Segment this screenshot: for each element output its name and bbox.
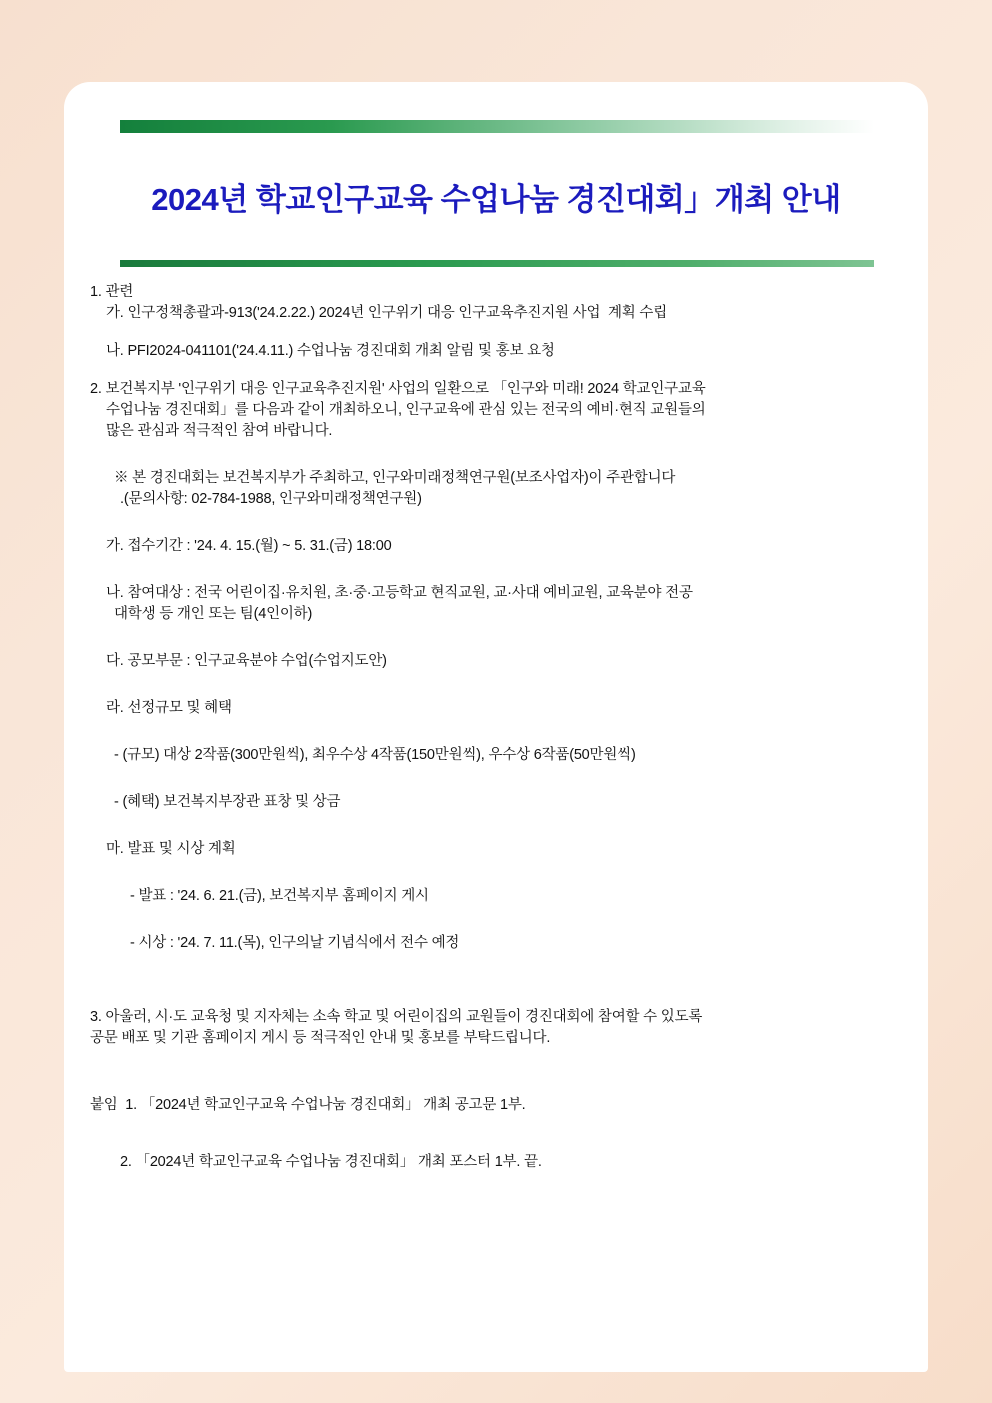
header-rule-bottom — [120, 260, 874, 267]
subclause-e-dash-2: - 시상 : '24. 7. 11.(목), 인구의날 기념식에서 전수 예정 — [130, 935, 460, 952]
clause-3-line-1: 3. 아울러, 시·도 교육청 및 지자체는 소속 학교 및 어린이집의 교원들이 경진대회에 참여할 수 있도록 — [90, 1009, 703, 1026]
attachment-1: 붙임 1. 「2024년 학교인구교육 수업나눔 경진대회」 개최 공고문 1부. — [90, 1097, 526, 1114]
subclause-c: 다. 공모부문 : 인구교육분야 수업(수업지도안) — [106, 653, 387, 670]
subclause-e: 마. 발표 및 시상 계획 — [106, 841, 236, 858]
document-body — [64, 282, 928, 1173]
subclause-e-dash-1: - 발표 : '24. 6. 21.(금), 보건복지부 홈페이지 게시 — [130, 888, 429, 905]
clause-2-line-2: 수업나눔 경진대회」를 다음과 같이 개최하오니, 인구교육에 관심 있는 전국의 예비·현직 교원들의 — [106, 402, 706, 419]
clause-1-label: 1. 관련 — [90, 284, 134, 300]
subclause-a: 가. 접수기간 : '24. 4. 15.(월) ~ 5. 31.(금) 18:00 — [106, 538, 392, 555]
clause-2-line-1: 2. 보건복지부 '인구위기 대응 인구교육추진지원' 사업의 일환으로 「인구와 미래! 2024 학교인구교육 — [90, 381, 706, 398]
subclause-d-dash-2: - (혜택) 보건복지부장관 표창 및 상금 — [114, 794, 341, 811]
subclause-d-dash-1: - (규모) 대상 2작품(300만원씩), 최우수상 4작품(150만원씩), 우수상 6작품(50만원씩) — [114, 747, 636, 764]
note-line-1: ※ 본 경진대회는 보건복지부가 주최하고, 인구와미래정책연구원(보조사업자)이 주관합니다 — [114, 470, 676, 487]
page-title: 2024년 학교인구교육 수업나눔 경진대회」개최 안내 — [151, 182, 841, 217]
subclause-b-line-2: 대학생 등 개인 또는 팀(4인이하) — [114, 606, 313, 623]
note-line-2: .(문의사항: 02-784-1988, 인구와미래정책연구원) — [120, 491, 422, 508]
attachment-2: 2. 「2024년 학교인구교육 수업나눔 경진대회」 개최 포스터 1부. 끝. — [120, 1154, 542, 1171]
clause-2-line-3: 많은 관심과 적극적인 참여 바랍니다. — [106, 423, 333, 440]
subclause-b-line-1: 나. 참여대상 : 전국 어린이집·유치원, 초·중·고등학교 현직교원, 교·사대 예비교원, 교육분야 전공 — [106, 585, 693, 602]
clause-1-b: 나. PFI2024-041101('24.4.11.) 수업나눔 경진대회 개최 알림 및 홍보 요청 — [106, 343, 555, 360]
clause-3-line-2: 공문 배포 및 기관 홈페이지 게시 등 적극적인 안내 및 홍보를 부탁드립니다. — [90, 1030, 551, 1047]
clause-1-a: 가. 인구정책총괄과-913('24.2.22.) 2024년 인구위기 대응 인구교육추진지원 사업 계획 수립 — [106, 305, 667, 322]
subclause-d: 라. 선정규모 및 혜택 — [106, 700, 232, 717]
document-page — [64, 82, 928, 1372]
header-rule-top — [120, 120, 874, 133]
